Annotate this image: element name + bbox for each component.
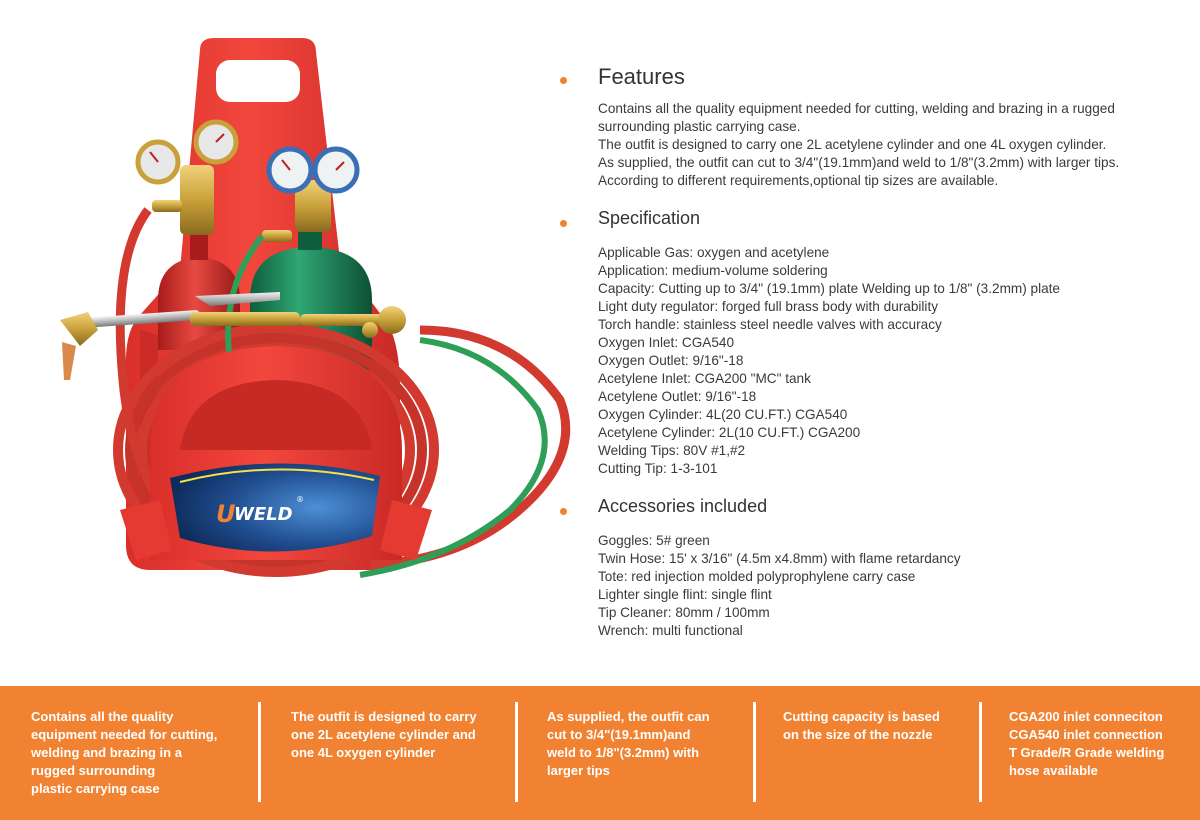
highlight-line: T Grade/R Grade welding [1009,745,1165,760]
spec-line: Oxygen Inlet: CGA540 [598,335,735,350]
torch-valve-icon [362,322,378,338]
logo-text: WELD [234,504,293,525]
spec-line: Application: medium-volume soldering [598,263,828,278]
highlight-connections [1009,708,1164,780]
highlight-cylinders [291,708,477,762]
accessory-line: Lighter single flint: single flint [598,587,772,602]
accessory-line: Wrench: multi functional [598,623,743,638]
features-line: Contains all the quality equipment needed for cutting, welding and brazing in a rugged [598,101,1115,116]
features-title: Features [598,64,685,89]
banner-divider [258,702,261,802]
highlight-line: cut to 3/4"(19.1mm)and [547,727,691,742]
highlight-capacity [547,708,710,780]
highlight-line: equipment needed for cutting, [31,727,218,742]
accessories-title: Accessories included [598,496,768,516]
bullet-icon [560,77,567,84]
highlight-case [31,708,217,798]
product-image [40,30,580,630]
highlight-line: Cutting capacity is based [783,709,940,724]
banner-divider [515,702,518,802]
accessory-line: Tip Cleaner: 80mm / 100mm [598,605,770,620]
features-line: The outfit is designed to carry one 2L acetylene cylinder and one 4L oxygen cylinder. [598,137,1107,152]
logo-registered-mark: ® [296,495,304,504]
highlight-line: one 4L oxygen cylinder [291,745,436,760]
spec-line: Cutting Tip: 1-3-101 [598,461,718,476]
highlight-line: welding and brazing in a [31,745,182,760]
spec-line: Acetylene Outlet: 9/16"-18 [598,389,757,404]
spec-line: Torch handle: stainless steel needle valves with accuracy [598,317,942,332]
highlight-line: on the size of the nozzle [783,727,933,742]
uweld-badge [170,463,380,551]
logo-u: U [216,500,236,528]
spec-line: Acetylene Inlet: CGA200 "MC" tank [598,371,811,386]
highlight-line: CGA540 inlet connection [1009,727,1163,742]
highlight-line: weld to 1/8"(3.2mm) with [547,745,700,760]
highlight-nozzle [783,708,940,744]
accessory-line: Twin Hose: 15' x 3/16" (4.5m x4.8mm) with flame retardancy [598,551,961,566]
features-line: surrounding plastic carrying case. [598,119,801,134]
spec-line: Applicable Gas: oxygen and acetylene [598,245,830,260]
spec-line: Oxygen Cylinder: 4L(20 CU.FT.) CGA540 [598,407,848,422]
highlight-line: CGA200 inlet conneciton [1009,709,1163,724]
torch-valve-icon [378,306,406,334]
features-text [598,100,1119,190]
features-line: According to different requirements,optional tip sizes are available. [598,173,999,188]
highlight-line: As supplied, the outfit can [547,709,710,724]
case-handle-hole [216,60,300,102]
spec-line: Capacity: Cutting up to 3/4" (19.1mm) plate Welding up to 1/8" (3.2mm) plate [598,281,1060,296]
spec-line: Oxygen Outlet: 9/16"-18 [598,353,744,368]
spec-line: Welding Tips: 80V #1,#2 [598,443,746,458]
cutting-tip [62,342,76,380]
highlight-line: one 2L acetylene cylinder and [291,727,476,742]
highlight-line: Contains all the quality [31,709,174,724]
banner-divider [979,702,982,802]
spec-line: Acetylene Cylinder: 2L(10 CU.FT.) CGA200 [598,425,861,440]
spec-line: Light duty regulator: forged full brass body with durability [598,299,939,314]
highlight-line: plastic carrying case [31,781,160,796]
accessory-line: Goggles: 5# green [598,533,710,548]
specification-list [598,244,1060,478]
highlight-line: The outfit is designed to carry [291,709,477,724]
specification-title: Specification [598,208,701,228]
highlights-banner [0,686,1200,820]
accessory-line: Tote: red injection molded polyprophylene carry case [598,569,916,584]
accessories-list [598,532,961,640]
features-line: As supplied, the outfit can cut to 3/4"(19.1mm)and weld to 1/8"(3.2mm) with larger tips. [598,155,1120,170]
highlight-line: hose available [1009,763,1098,778]
highlight-line: larger tips [547,763,610,778]
bullet-icon [560,220,567,227]
bullet-icon [560,508,567,515]
highlight-line: rugged surrounding [31,763,156,778]
banner-divider [753,702,756,802]
